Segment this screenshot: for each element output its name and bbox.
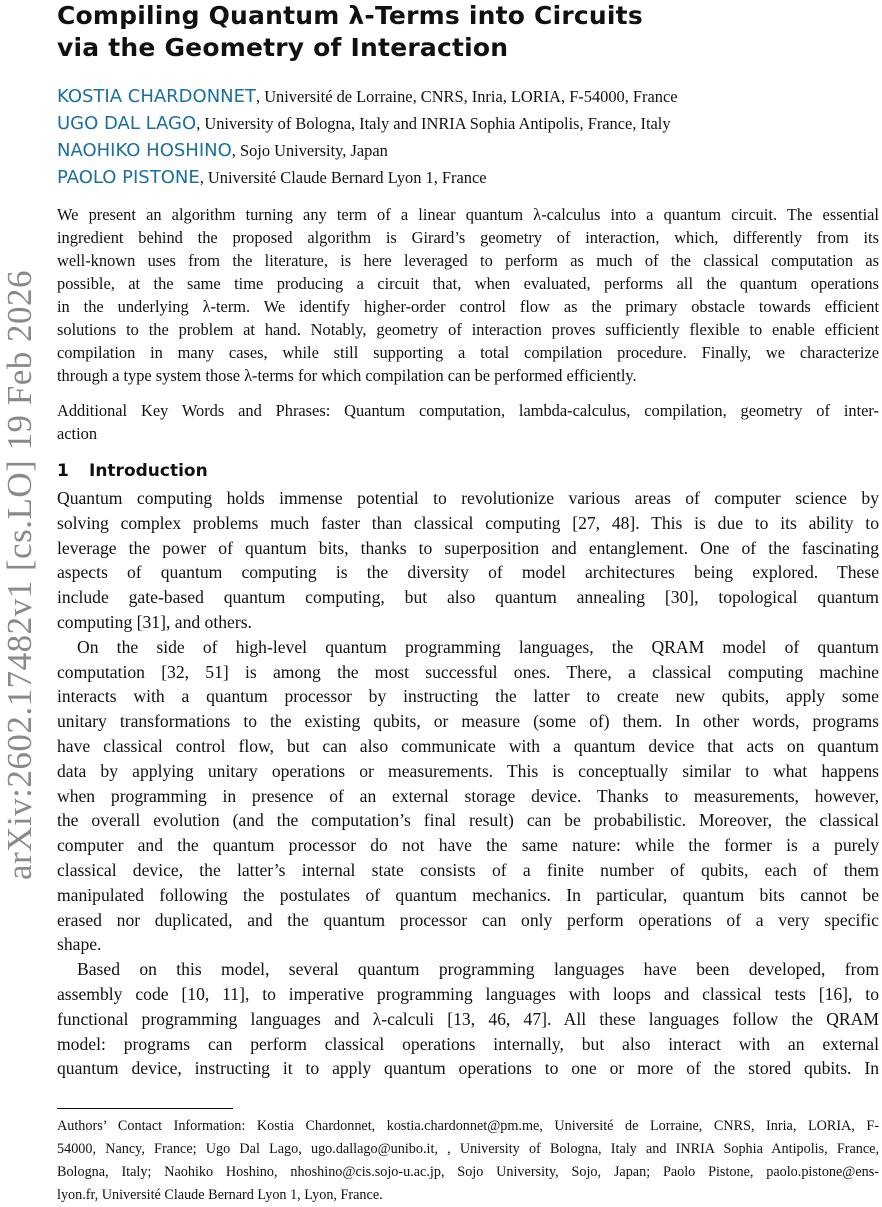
paper-title	[57, 0, 879, 64]
body-line: computation [32, 51] is among the most successful ones. There, a classical computing machine	[57, 661, 879, 682]
abstract-line: We present an algorithm turning any term of a linear quantum λ-calculus into a quantum circuit. The essential	[57, 205, 879, 224]
body-line: Based on this model, several quantum programming languages have been developed, from	[77, 959, 879, 980]
abstract-line: possible, at the same time producing a circuit that, when evaluated, performs all the quantum operations	[57, 274, 879, 293]
body-line: Quantum computing holds immense potential to revolutionize various areas of computer science by	[57, 488, 879, 508]
author-name[interactable]: KOSTIA CHARDONNET	[57, 86, 257, 107]
section-heading	[57, 459, 879, 483]
author-entry	[57, 110, 879, 137]
keywords-line: action	[57, 424, 98, 443]
arxiv-stamp	[0, 205, 40, 945]
footnote-line: Authors’ Contact Information: Kostia Chardonnet, kostia.chardonnet@pm.me, Université de Lorraine, CNRS, Inria, LORIA, F-	[57, 1118, 879, 1134]
abstract-line: well-known uses from the literature, is here leveraged to perform as much of the classical computation as	[57, 251, 879, 270]
body-line: include gate-based quantum computing, but also quantum annealing [30], topological quantum	[57, 587, 879, 608]
body-line: model: programs can perform classical operations internally, but also interact with an external	[57, 1033, 879, 1054]
author-affiliation: , Université de Lorraine, CNRS, Inria, LORIA, F-54000, France	[256, 87, 678, 106]
arxiv-id: arXiv:2602.17482v1 [cs.LO] 19 Feb 2026	[0, 269, 40, 881]
author-list	[57, 83, 879, 191]
body-line: solving complex problems much faster than classical computing [27, 48]. This is due to its ability to	[57, 512, 879, 533]
body-line: leverage the power of quantum bits, thanks to superposition and entanglement. One of the fascinating	[57, 537, 879, 558]
title-line: via the Geometry of Interaction	[57, 33, 509, 62]
body-line: interacts with a quantum processor by instructing the latter to create new qubits, apply some	[57, 686, 879, 707]
author-contact-footnote	[57, 1115, 879, 1207]
section-title: Introduction	[89, 461, 208, 481]
body-line: functional programming languages and λ-calculi [13, 46, 47]. All these languages follow the QRAM	[57, 1008, 879, 1029]
section-number: 1	[57, 461, 69, 481]
footnote-line: 54000, Nancy, France; Ugo Dal Lago, ugo.dallago@unibo.it, , University of Bologna, Italy and INRIA Sophia Antipolis, France,	[57, 1141, 879, 1157]
body-line: computing [31], and others.	[57, 611, 252, 632]
body-line: when programming in presence of an external storage device. Thanks to measurements, however,	[57, 785, 879, 806]
footnote-line: lyon.fr, Université Claude Bernard Lyon 1, Lyon, France.	[57, 1187, 383, 1203]
body-line: On the side of high-level quantum programming languages, the QRAM model of quantum	[77, 636, 879, 657]
paper-page	[57, 0, 879, 1081]
body-line: erased nor duplicated, and the quantum processor can only perform operations of a very specific	[57, 909, 879, 930]
author-entry	[57, 137, 879, 164]
author-affiliation: , University of Bologna, Italy and INRIA Sophia Antipolis, France, Italy	[196, 114, 671, 133]
author-affiliation: , Université Claude Bernard Lyon 1, France	[199, 168, 487, 187]
abstract	[57, 203, 879, 387]
body-line: classical device, the latter’s internal state consists of a finite number of qubits, each of them	[57, 859, 879, 880]
body-line: aspects of quantum computing is the diversity of model architectures being explored. These	[57, 562, 879, 583]
keywords	[57, 399, 879, 445]
abstract-line: solutions to the problem at hand. Notably, geometry of interaction proves sufficiently flexible to enable efficient	[57, 320, 879, 339]
abstract-line: compilation in many cases, while still supporting a total compilation procedure. Finally, we characterize	[57, 343, 879, 362]
body-line: unitary transformations to the existing qubits, or measure (some of) them. In other words, programs	[57, 711, 879, 732]
body-line: assembly code [10, 11], to imperative programming languages with loops and classical tests [16], to	[57, 983, 879, 1004]
body-line: quantum device, instructing it to apply quantum operations to one or more of the stored qubits. In	[57, 1058, 879, 1079]
footnote-line: Bologna, Italy; Naohiko Hoshino, nhoshino@cis.sojo-u.ac.jp, Sojo University, Sojo, Japan; Paolo Pistone, paolo.pistone@ens-	[57, 1164, 879, 1180]
author-entry	[57, 83, 879, 110]
body-line: computer and the quantum processor do not have the same nature: while the former is a purely	[57, 835, 879, 856]
title-line: Compiling Quantum λ-Terms into Circuits	[57, 1, 643, 30]
author-affiliation: , Sojo University, Japan	[231, 141, 388, 160]
introduction-body	[57, 486, 879, 1081]
abstract-line: ingredient behind the proposed algorithm is Girard’s geometry of interaction, which, differently from its	[57, 228, 879, 247]
author-name[interactable]: NAOHIKO HOSHINO	[57, 140, 232, 161]
body-line: shape.	[57, 934, 102, 955]
body-line: data by applying unitary operations or measurements. This is conceptually similar to what happens	[57, 760, 879, 781]
author-entry	[57, 164, 879, 191]
body-line: have classical control flow, but can also communicate with a quantum device that acts on quantum	[57, 735, 879, 756]
body-line: the overall evolution (and the computation’s final result) can be probabilistic. Moreover, the classical	[57, 810, 879, 831]
author-name[interactable]: PAOLO PISTONE	[57, 167, 200, 188]
keywords-line: Additional Key Words and Phrases: Quantum computation, lambda-calculus, compilation, geometry of inter-	[57, 401, 879, 420]
abstract-line: through a type system those λ-terms for which compilation can be performed efficiently.	[57, 366, 637, 385]
footnote-rule	[57, 1108, 233, 1109]
author-name[interactable]: UGO DAL LAGO	[57, 113, 197, 134]
abstract-line: in the underlying λ-term. We identify higher-order control flow as the primary obstacle towards efficient	[57, 297, 879, 316]
body-line: manipulated following the postulates of quantum mechanics. In particular, quantum bits cannot be	[57, 884, 879, 905]
